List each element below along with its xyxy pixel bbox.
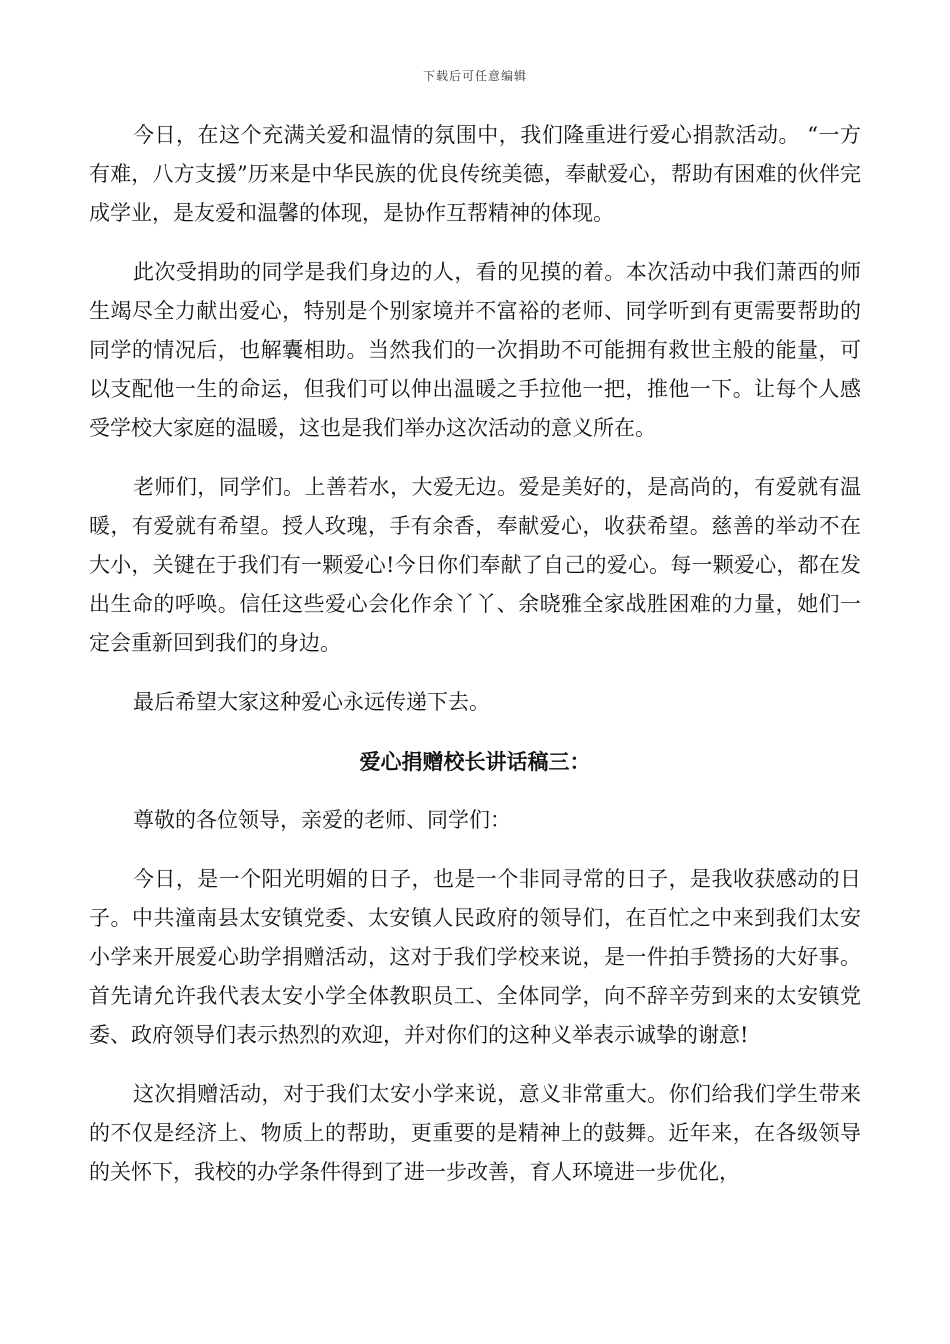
section-heading: 爱心捐赠校长讲话稿三：: [359, 749, 591, 774]
paragraph: 今日，在这个充满关爱和温情的氛围中，我们隆重进行爱心捐款活动。 “一方有难，八方支援”历来是中华民族的优良传统美德，奉献爱心，帮助有困难的伙伴完成学业，是友爱和温馨的体现，是协作互帮精神的体现。: [89, 123, 861, 225]
document-body: [89, 116, 861, 1212]
paragraph: 老师们，同学们。上善若水，大爱无边。爱是美好的，是高尚的，有爱就有温暖，有爱就有希望。授人玫瑰，手有余香，奉献爱心，收获希望。慈善的举动不在大小，关键在于我们有一颗爱心!今日你们奉献了自己的爱心。每一颗爱心，都在发出生命的呼唤。信任这些爱心会化作余丫丫、余晓雅全家战胜困难的力量，她们一定会重新回到我们的身边。: [89, 475, 861, 655]
paragraph: 此次受捐助的同学是我们身边的人，看的见摸的着。本次活动中我们萧西的师生竭尽全力献出爱心，特别是个别家境并不富裕的老师、同学听到有更需要帮助的同学的情况后，也解囊相助。当然我们的一次捐助不可能拥有救世主般的能量，可以支配他一生的命运，但我们可以伸出温暖之手拉他一把，推他一下。让每个人感受学校大家庭的温暖，这也是我们举办这次活动的意义所在。: [89, 260, 861, 440]
paragraph: 最后希望大家这种爱心永远传递下去。: [133, 690, 490, 714]
paragraph: 今日，是一个阳光明媚的日子，也是一个非同寻常的日子，是我收获感动的日子。中共潼南县太安镇党委、太安镇人民政府的领导们，在百忙之中来到我们太安小学来开展爱心助学捐赠活动，这对于我们学校来说，是一件拍手赞扬的大好事。首先请允许我代表太安小学全体教职员工、全体同学，向不辞辛劳到来的太安镇党委、政府领导们表示热烈的欢迎，并对你们的这种义举表示诚挚的谢意!: [89, 867, 861, 1047]
page-header-note: 下载后可任意编辑: [422, 69, 527, 83]
paragraph: 这次捐赠活动，对于我们太安小学来说，意义非常重大。你们给我们学生带来的不仅是经济上、物质上的帮助，更重要的是精神上的鼓舞。近年来，在各级领导的关怀下，我校的办学条件得到了进一步改善，育人环境进一步优化，: [89, 1082, 861, 1184]
salutation: 尊敬的各位领导，亲爱的老师、同学们：: [133, 808, 511, 832]
